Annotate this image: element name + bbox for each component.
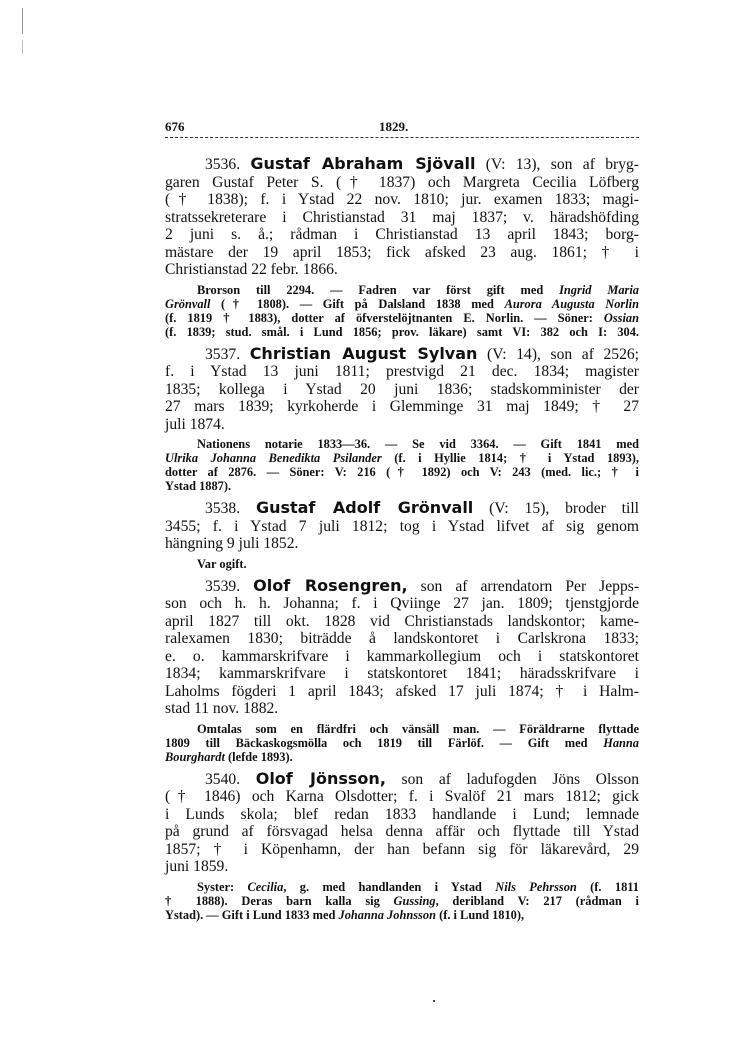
text-segment: stad 11 nov. 1882. <box>165 700 279 717</box>
text-segment: (f. i Lund 1810), <box>435 907 525 922</box>
text-line <box>165 736 639 750</box>
page-number: 676 <box>165 119 185 134</box>
text-segment: Laholms fögderi 1 april 1843; afsked 17 juli 1874; † i Halm- <box>165 682 639 700</box>
text-line <box>165 381 639 399</box>
text-segment: Omtalas som en flärdfri och vänsäll man. — Föräldrarne flyttade <box>197 721 639 736</box>
italic-name: Hanna <box>603 735 639 750</box>
text-line <box>165 363 639 381</box>
text-line <box>165 894 639 908</box>
entry-main-text <box>165 345 639 434</box>
italic-name: Cecilia <box>247 879 284 894</box>
text-segment: (V: 13), son af bryg- <box>475 156 640 173</box>
biography-entry <box>165 345 639 494</box>
text-line <box>165 398 639 416</box>
italic-name: Bourghardt <box>165 749 225 764</box>
text-segment: 3540. <box>205 770 256 788</box>
text-segment: (lefde 1893). <box>224 749 293 764</box>
text-segment: stratssekreterare i Christianstad 31 maj 1837; v. häradshöfding <box>165 208 639 226</box>
italic-name: Johanna Johnsson <box>338 907 436 922</box>
text-segment: juli 1874. <box>165 415 225 433</box>
text-line <box>165 770 639 789</box>
text-segment: garen Gustaf Peter S. († 1837) och Margreta Cecilia Löfberg <box>165 173 639 191</box>
italic-name: Ingrid Maria <box>559 282 640 297</box>
text-segment: 2 juni s. å.; rådman i Christianstad 13 april 1843; borg- <box>165 226 639 243</box>
text-segment: († 1808). — Gift på Dalsland 1838 med <box>210 296 505 311</box>
text-line <box>165 325 639 339</box>
biography-entry <box>165 155 639 339</box>
text-line <box>165 595 639 613</box>
entry-note-text <box>165 722 639 764</box>
scan-artifact <box>22 8 23 34</box>
text-line <box>165 437 639 451</box>
header-year: 1829. <box>379 119 409 134</box>
text-line <box>165 244 639 262</box>
text-line <box>165 683 639 701</box>
text-segment: april 1827 till okt. 1828 vid Christianstads landskontor; kame- <box>165 612 639 630</box>
italic-name: Nils Pehrsson <box>495 879 577 894</box>
text-line <box>165 226 639 244</box>
text-segment: 3455; f. i Ystad 7 juli 1812; tog i Ystad lifvet af sig genom <box>165 517 639 535</box>
entry-name: Olof Jönsson, <box>255 768 386 788</box>
page-body <box>165 155 639 928</box>
text-line <box>165 535 639 553</box>
entry-main-text <box>165 499 639 553</box>
text-line <box>165 577 639 596</box>
text-line <box>165 613 639 631</box>
text-segment: 3537. <box>205 345 250 363</box>
text-segment: son af arrendatorn Per Jepps- <box>407 577 640 595</box>
entry-name: Olof Rosengren, <box>253 575 408 595</box>
text-line <box>165 858 639 876</box>
text-segment: 1835; kollega i Ystad 20 juni 1836; stadskomminister der <box>165 380 639 398</box>
running-header <box>165 119 639 138</box>
text-line <box>165 665 639 683</box>
text-segment: Ystad). — Gift i Lund 1833 med <box>165 907 339 922</box>
scan-artifact <box>22 40 23 54</box>
entry-note-text <box>165 437 639 493</box>
text-segment: son af ladufogden Jöns Olsson <box>385 770 640 788</box>
italic-name: Grönvall <box>165 296 211 311</box>
italic-name: Gussing <box>393 893 436 908</box>
text-segment: 27 mars 1839; kyrkoherde i Glemminge 31 maj 1849; † 27 <box>165 398 639 415</box>
text-line <box>165 174 639 192</box>
text-segment: 3536. <box>205 156 251 173</box>
text-segment: Ystad 1887). <box>165 479 232 493</box>
text-line <box>165 841 639 859</box>
text-line <box>165 191 639 209</box>
text-line <box>165 648 639 666</box>
text-segment: Syster: <box>197 879 248 894</box>
text-segment: 1857; † i Köpenhamn, der han befann sig för läkarevård, 29 <box>165 840 639 858</box>
entry-note-text <box>165 283 639 339</box>
text-segment: (f. i Hyllie 1814; † i Ystad 1893), <box>381 451 639 465</box>
text-segment: son och h. h. Johanna; f. i Qviinge 27 jan. 1809; tjenstgjorde <box>165 595 639 612</box>
text-segment: dotter af 2876. — Söner: V: 216 († 1892) och V: 243 (med. lic.; † i <box>165 465 639 479</box>
text-segment: mästare der 19 april 1853; fick afsked 23 aug. 1861; † i <box>165 243 639 261</box>
text-segment: (f. 1839; stud. smål. i Lund 1856; prov. läkare) samt VI: 382 och I: 304. <box>165 324 639 339</box>
text-line <box>165 880 639 894</box>
text-line <box>165 297 639 311</box>
text-segment: (V: 14), son af 2526; <box>477 345 640 363</box>
entry-note-text <box>165 557 639 571</box>
biography-entry <box>165 499 639 571</box>
italic-name: Ossian <box>603 310 639 325</box>
text-line <box>165 806 639 824</box>
entry-name: Gustaf Adolf Grönvall <box>255 498 474 517</box>
text-segment: 1809 till Bäckaskogsmölla och 1819 till Färlöf. — Gift med <box>165 735 604 750</box>
text-line <box>165 630 639 648</box>
text-line <box>165 209 639 227</box>
entry-main-text <box>165 770 639 876</box>
entry-note-text <box>165 880 639 922</box>
text-line <box>165 311 639 325</box>
text-segment: hängning 9 juli 1852. <box>165 535 299 552</box>
text-line <box>165 345 639 364</box>
text-segment: Christianstad 22 febr. 1866. <box>165 261 338 278</box>
text-line <box>165 416 639 434</box>
entry-name: Gustaf Abraham Sjövall <box>250 154 476 173</box>
biography-entry <box>165 770 639 922</box>
text-line <box>165 261 639 279</box>
text-line <box>165 518 639 536</box>
italic-name: Aurora Augusta Norlin <box>504 296 639 311</box>
text-segment: e. o. kammarskrifvare i kammarkollegium och i statskontoret <box>165 647 639 665</box>
text-segment: 1834; kammarskrifvare i statskontoret 1841; häradsskrifvare i <box>165 665 639 682</box>
text-segment: (f. 1819 † 1883), dotter af öfverstelöjtnanten E. Norlin. — Söner: <box>165 310 604 325</box>
text-line <box>165 479 639 493</box>
text-line <box>165 750 639 764</box>
text-line <box>165 823 639 841</box>
text-segment: († 1838); f. i Ystad 22 nov. 1810; jur. examen 1833; magi- <box>165 191 639 208</box>
text-segment: † 1888). Deras barn kalla sig <box>165 893 394 908</box>
text-line <box>165 499 639 518</box>
text-line <box>165 155 639 174</box>
text-segment: († 1846) och Karna Olsdotter; f. i Svalöf 21 mars 1812; gick <box>165 788 639 805</box>
entry-main-text <box>165 155 639 279</box>
entry-main-text <box>165 577 639 718</box>
text-segment: 3538. <box>205 500 256 517</box>
text-segment: Brorson till 2294. — Fadren var först gift med <box>197 282 560 297</box>
text-segment: i Lunds skola; blef redan 1833 handlande i Lund; lemnade <box>165 805 639 823</box>
text-segment: (f. 1811 <box>576 879 639 894</box>
text-line <box>165 283 639 297</box>
scan-speck <box>433 1000 435 1002</box>
text-line <box>165 451 639 465</box>
text-segment: Var ogift. <box>197 556 247 571</box>
entry-name: Christian August Sylvan <box>249 343 478 363</box>
text-line <box>165 557 639 571</box>
text-segment: på grund af försvagad helsa denna affär och flyttade till Ystad <box>165 823 639 840</box>
text-segment: juni 1859. <box>165 858 229 875</box>
text-segment: f. i Ystad 13 juni 1811; prestvigd 21 dec. 1834; magister <box>165 363 639 380</box>
text-segment: (V: 15), broder till <box>473 500 640 517</box>
text-line <box>165 722 639 736</box>
text-segment: Nationens notarie 1833—36. — Se vid 3364. — Gift 1841 med <box>197 437 639 451</box>
text-line <box>165 908 639 922</box>
text-segment: , deribland V: 217 (rådman i <box>435 893 639 908</box>
text-line <box>165 700 639 718</box>
text-line <box>165 465 639 479</box>
biography-entry <box>165 577 639 764</box>
text-segment: ralexamen 1830; biträdde å landskontoret i Carlskrona 1833; <box>165 630 639 647</box>
text-segment: , g. med handlanden i Ystad <box>283 879 496 894</box>
text-line <box>165 788 639 806</box>
italic-name: Ulrika Johanna Benedikta Psilander <box>165 451 382 465</box>
text-segment: 3539. <box>205 577 254 595</box>
